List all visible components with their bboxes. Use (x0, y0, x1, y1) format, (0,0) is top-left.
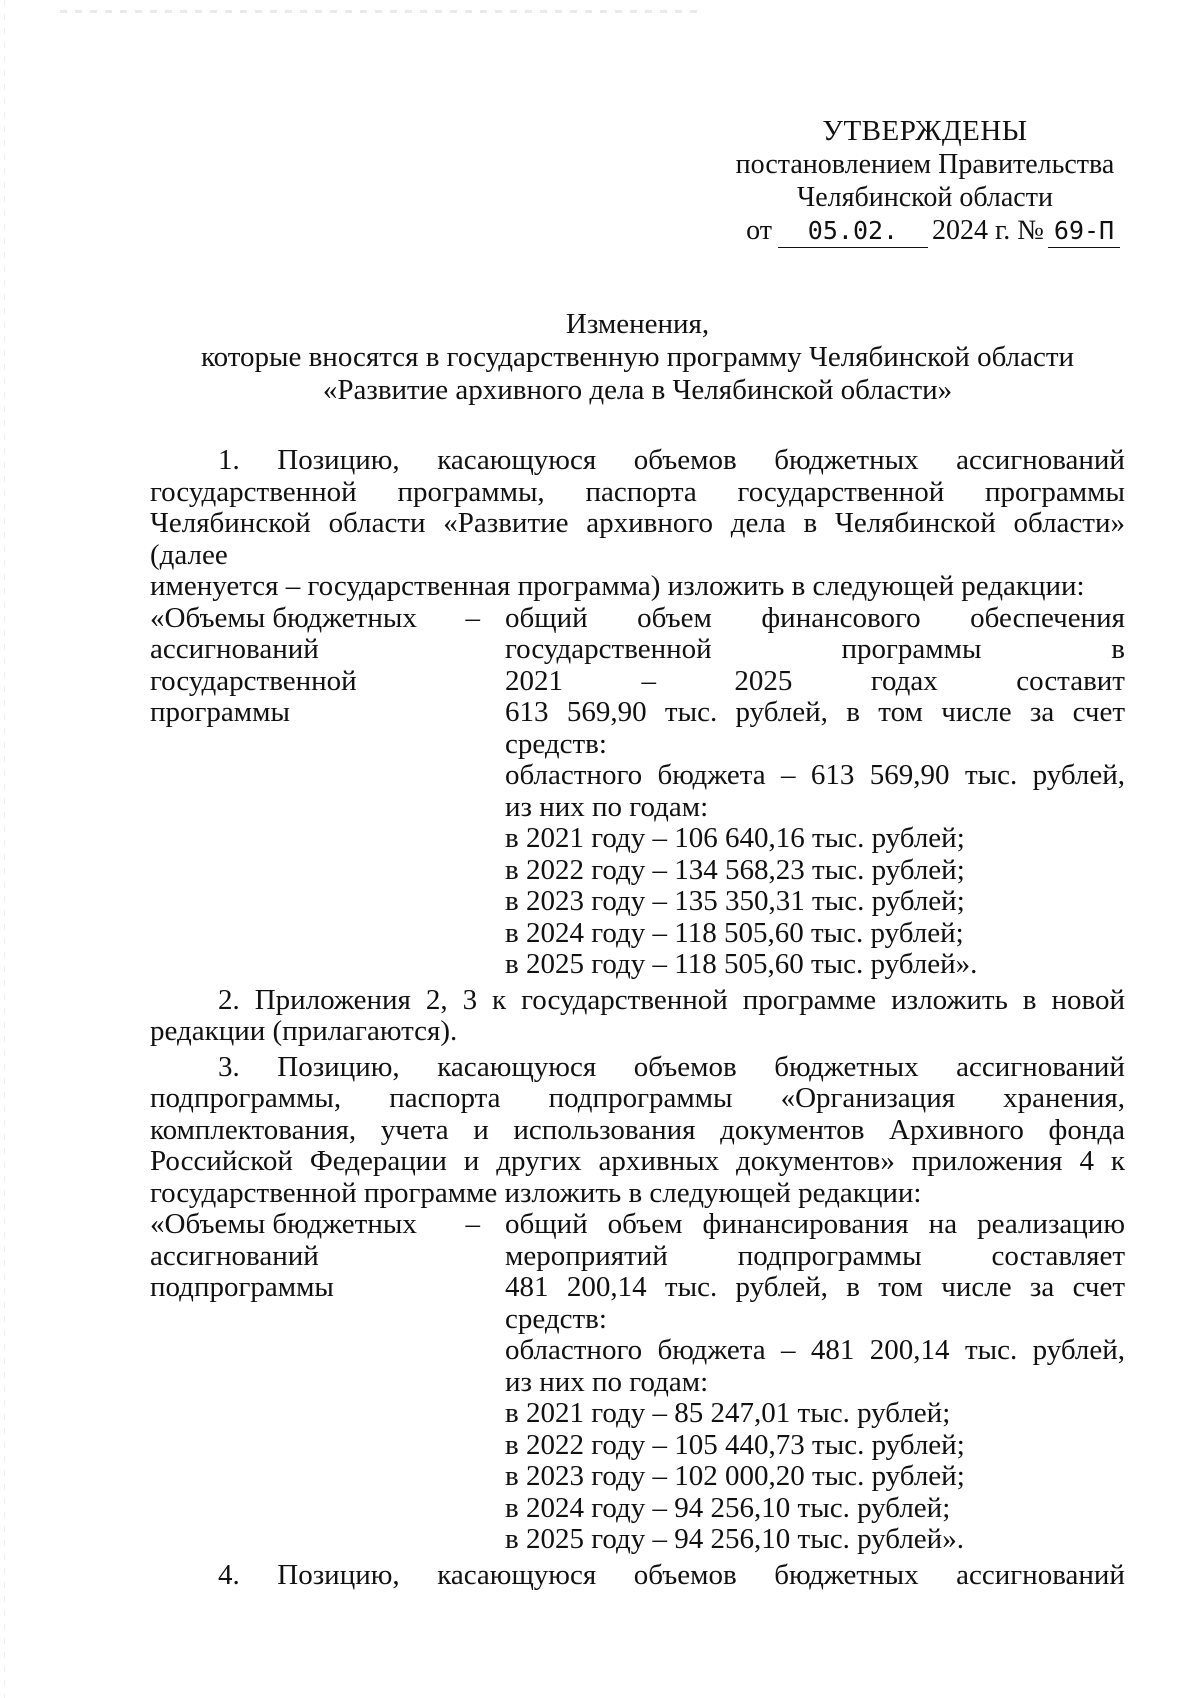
item-1-row-3: Челябинской области «Развитие архивного дела в Челябинской области» (далее (150, 507, 1125, 571)
item-1-row-2: государственной программы, паспорта государственной программы (150, 475, 1125, 508)
year-line: в 2021 году – 85 247,01 тыс. рублей; (505, 1397, 951, 1429)
approval-date-line (730, 214, 1120, 248)
year-line: в 2022 году – 105 440,73 тыс. рублей; (505, 1428, 965, 1461)
item-4 (150, 1560, 1125, 1592)
item-3-row-1: 3. Позицию, касающуюся объемов бюджетных ассигнований (218, 1050, 1125, 1083)
approval-stamp (730, 115, 1120, 248)
approval-title: УТВЕРЖДЕНЫ (822, 115, 1028, 147)
item-4-row-1: 4. Позицию, касающуюся объемов бюджетных ассигнований (218, 1558, 1125, 1591)
document-heading (150, 308, 1125, 407)
passport-block-1 (150, 603, 1125, 981)
year-line: в 2025 году – 94 256,10 тыс. рублей». (505, 1523, 964, 1555)
heading-line-3: «Развитие архивного дела в Челябинской области» (322, 374, 953, 406)
heading-line-2: которые вносятся в государственную программу Челябинской области (200, 341, 1075, 373)
heading-line-1: Изменения, (565, 308, 710, 340)
item-1-row-4: именуется – государственная программа) изложить в следующей редакции: (150, 570, 1085, 602)
item-1 (150, 445, 1125, 603)
passport-block-2 (150, 1209, 1125, 1556)
item-1-row-1: 1. Позицию, касающуюся объемов бюджетных ассигнований (218, 444, 1125, 476)
passport-2-label: «Объемы бюджетных – ассигнований подпрограммы (150, 1208, 480, 1303)
year-line: в 2022 году – 134 568,23 тыс. рублей; (505, 853, 965, 886)
item-2: 2. Приложения 2, 3 к государственной программе изложить в новой редакции (прилагаются). (150, 983, 1125, 1047)
year-line: в 2023 году – 102 000,20 тыс. рублей; (505, 1460, 965, 1492)
approval-line-2: Челябинской области (797, 182, 1053, 213)
item-3: 3. Позицию, касающуюся объемов бюджетных ассигнований подпрограммы, паспорта подпрограммы «Организация хранения, комплектования, учета и использования документов Архивного фонда Российской Федерации и других архивных документов» приложения 4 к государственной программе изложить в следующей редакции: (150, 1050, 1125, 1209)
item-3-row-2: подпрограммы, паспорта подпрограммы «Организация хранения, (150, 1082, 1125, 1114)
scan-artifact (60, 10, 700, 13)
year-line: в 2021 году – 106 640,16 тыс. рублей; (505, 822, 965, 854)
scan-edge (4, 0, 5, 1698)
approval-line-1: постановлением Правительства (735, 149, 1115, 180)
date-year: 2024 г. № (931, 215, 1044, 246)
year-line: в 2024 году – 94 256,10 тыс. рублей; (505, 1491, 951, 1524)
passport-1-label: «Объемы бюджетных – ассигнований государственной программы (150, 601, 480, 728)
year-line: в 2024 году – 118 505,60 тыс. рублей; (505, 916, 964, 949)
passport-2-value: общий объем финансирования на реализацию мероприятий подпрограммы составляет 481 200,14 тыс. рублей, в том числе за счет средств: областного бюджета – 481 200,14 тыс. рублей, из них по годам: в 2021 году – 85 247,01 тыс. рублей; в 2022 году – 105 440,73 тыс. рублей; в 2023 году – 102 000,20 тыс. рублей; в 2024 году – 94 256,10 тыс. рублей; в 2025 году – 94 256,10 тыс. рублей». (505, 1208, 1125, 1555)
document-body (150, 445, 1125, 1591)
document-number: 69-П (1048, 214, 1120, 248)
date-value: 05.02. (778, 214, 928, 248)
year-line: в 2025 году – 118 505,60 тыс. рублей». (505, 948, 978, 980)
date-prefix: от (746, 215, 772, 246)
passport-1-value: общий объем финансового обеспечения государственной программы в 2021 – 2025 годах составит 613 569,90 тыс. рублей, в том числе за счет средств: областного бюджета – 613 569,90 тыс. рублей, из них по годам: в 2021 году – 106 640,16 тыс. рублей; в 2022 году – 134 568,23 тыс. рублей; в 2023 году – 135 350,31 тыс. рублей; в 2024 году – 118 505,60 тыс. рублей; в 2025 году – 118 505,60 тыс. рублей». (505, 601, 1125, 980)
year-line: в 2023 году – 135 350,31 тыс. рублей; (505, 885, 965, 917)
